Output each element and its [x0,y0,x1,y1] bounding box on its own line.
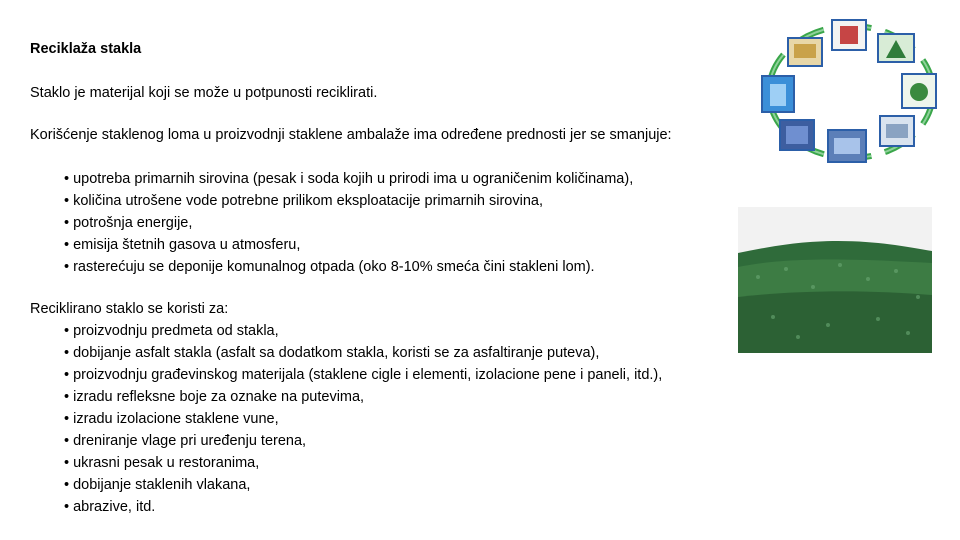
list-item: • emisija štetnih gasova u atmosferu, [64,237,301,253]
cycle-panel-top [788,38,822,66]
cycle-panel-bottom-left [780,120,814,150]
benefits-lead: Korišćenje staklenog loma u proizvodnji staklene ambalaže ima određene prednosti jer se smanjuje: [30,127,672,143]
list-item: • dobijanje staklenih vlakana, [64,477,251,493]
recycling-cycle-image [758,12,944,170]
cycle-panel-left [762,76,794,112]
list-item: • dreniranje vlage pri uređenju terena, [64,433,307,449]
cycle-panel-top-center [832,20,866,50]
list-item: • količina utrošene vode potrebne prilikom eksploatacije primarnih sirovina, [64,193,543,209]
list-item: • potrošnja energije, [64,215,193,231]
list-item: • upotreba primarnih sirovina (pesak i soda kojih u prirodi ima u ograničenim količinama), [64,171,634,187]
cycle-panel-top-right [878,34,914,62]
slide-title: Reciklaža stakla [30,41,142,57]
crushed-glass-pile-icon [738,207,932,353]
list-item: • abrazive, itd. [64,499,156,515]
list-item: • izradu izolacione staklene vune, [64,411,279,427]
uses-heading: Reciklirano staklo se koristi za: [30,301,229,317]
cycle-panel-bottom [828,130,866,162]
benefits-list [64,168,633,278]
list-item: • izradu refleksne boje za oznake na putevima, [64,389,365,405]
uses-list [64,320,662,518]
cycle-panel-right [902,74,936,108]
cycle-panel-bottom-right [880,116,914,146]
list-item: • proizvodnju građevinskog materijala (staklene cigle i elementi, izolacione pene i paneli, itd.), [64,367,663,383]
crushed-glass-photo [738,207,932,353]
list-item: • ukrasni pesak u restoranima, [64,455,260,471]
list-item: • dobijanje asfalt stakla (asfalt sa dodatkom stakla, koristi se za asfaltiranje puteva), [64,345,600,361]
list-item: • rasterećuju se deponije komunalnog otpada (oko 8-10% smeća čini stakleni lom). [64,259,595,275]
intro-sentence: Staklo je materijal koji se može u potpunosti reciklirati. [30,85,378,101]
list-item: • proizvodnju predmeta od stakla, [64,323,279,339]
recycling-cycle-icon [758,12,944,170]
